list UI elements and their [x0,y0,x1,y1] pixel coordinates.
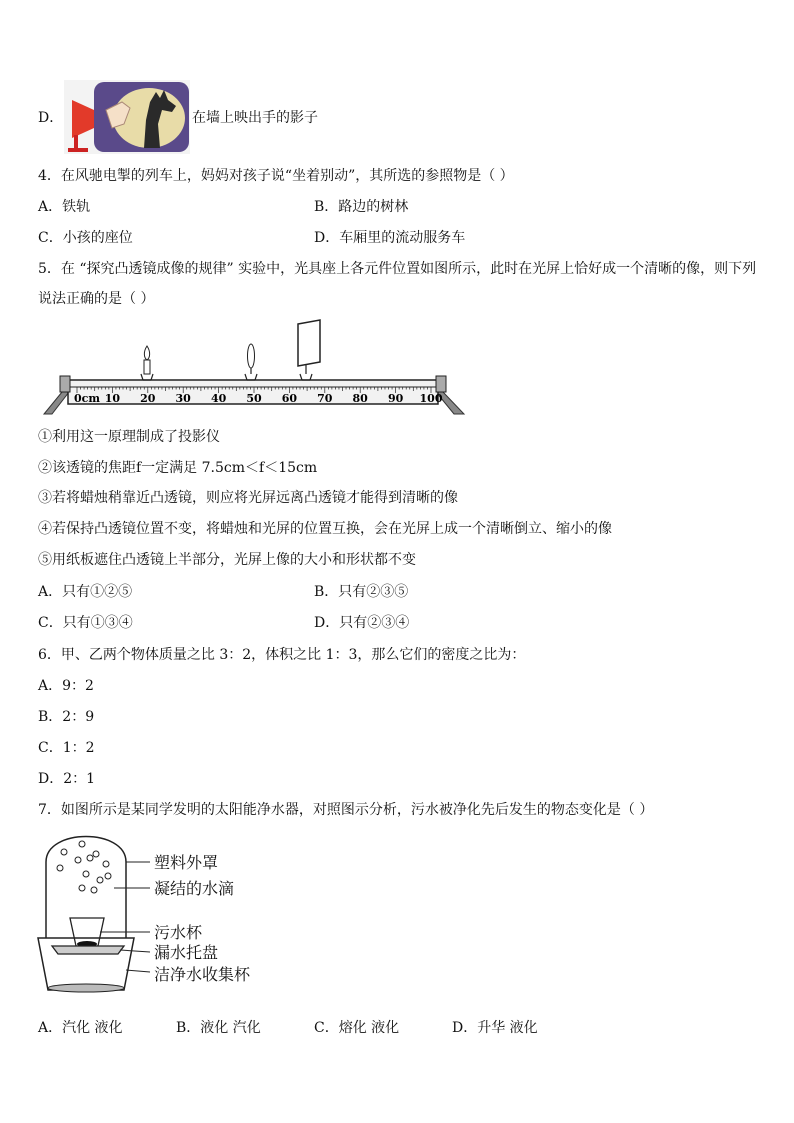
bench-left-end [60,376,70,392]
water-droplets [57,841,111,893]
q4-option-c: C．小孩的座位 [38,230,133,246]
q5-option-a: A．只有①②⑤ [38,584,133,600]
q4-option-d: D．车厢里的流动服务车 [314,230,466,246]
light-screen [298,320,320,380]
q5-statement-4: ④若保持凸透镜位置不变，将蜡烛和光屏的位置互换，会在光屏上成一个清晰倒立、缩小的像 [38,521,612,537]
bench-left-leg [44,392,69,414]
ruler-tick-label: 80 [352,392,368,405]
ruler-tick-label: 60 [281,392,298,405]
drip-tray [52,946,124,954]
q6-option-a: A．9：2 [38,678,94,694]
q6-option-d: D．2：1 [38,771,96,787]
label-water-droplets: 凝结的水滴 [154,879,235,898]
candle [141,346,153,380]
label-plastic-cover: 塑料外罩 [154,853,219,872]
label-sewage-cup: 污水杯 [154,923,203,942]
q5-option-d: D．只有②③④ [314,615,410,631]
q7-stem: 7．如图所示是某同学发明的太阳能净水器，对照图示分析，污水被净化先后发生的物态变化是（ ） [38,802,654,818]
q7-option-a: A．汽化 液化 [38,1020,123,1036]
q4-option-b: B．路边的树林 [314,199,409,215]
label-clean-water-cup: 洁净水收集杯 [154,965,251,984]
ruler-tick-label: 50 [246,392,262,405]
q5-statement-5: ⑤用纸板遮住凸透镜上半部分，光屏上像的大小和形状都不变 [38,552,416,568]
q5-statement-2: ②该透镜的焦距f一定满足 7.5cm＜f＜15cm [38,460,318,476]
bench-right-end [436,376,446,392]
q5-stem-line1: 5．在 “探究凸透镜成像的规律” 实验中，光具座上各元件位置如图所示，此时在光屏上恰好成一个清晰的像，则下列 [38,261,757,277]
q5-option-c: C．只有①③④ [38,615,133,631]
ruler-tick-label: 30 [175,392,191,405]
q6-stem: 6．甲、乙两个物体质量之比 3：2，体积之比 1：3，那么它们的密度之比为： [38,647,526,663]
hand-shadow-image [64,80,190,154]
q5-statement-3: ③若将蜡烛稍靠近凸透镜，则应将光屏远离凸透镜才能得到清晰的像 [38,490,458,506]
label-drip-tray: 漏水托盘 [154,943,219,962]
q4-stem: 4．在风驰电掣的列车上，妈妈对孩子说“坐着别动”，其所选的参照物是（ ） [38,168,514,184]
q6-option-c: C．1：2 [38,740,95,756]
ruler-tick-label: 10 [104,392,121,405]
ruler-tick-label: 0cm [74,392,100,405]
ruler-tick-label: 40 [210,392,227,405]
q7-option-b: B．液化 汽化 [176,1020,261,1036]
convex-lens [245,344,257,380]
q4-option-a: A．铁轨 [38,199,91,215]
q7-option-c: C．熔化 液化 [314,1020,400,1036]
q3-option-d-text: 在墙上映出手的影子 [192,110,318,126]
q6-option-b: B．2：9 [38,709,95,725]
q3-option-d-label: D． [38,110,64,126]
optical-bench-diagram [42,318,466,416]
q7-option-d: D．升华 液化 [452,1020,538,1036]
q5-option-b: B．只有②③⑤ [314,584,409,600]
ruler-tick-label: 100 [419,392,443,405]
q5-statement-1: ①利用这一原理制成了投影仪 [38,429,220,445]
ruler-tick-label: 20 [140,392,156,405]
ruler-tick-label: 90 [387,392,404,405]
ruler-tick-label: 70 [317,392,333,405]
q5-stem-line2: 说法正确的是（ ） [38,291,155,307]
solar-water-purifier-diagram [34,830,284,1000]
